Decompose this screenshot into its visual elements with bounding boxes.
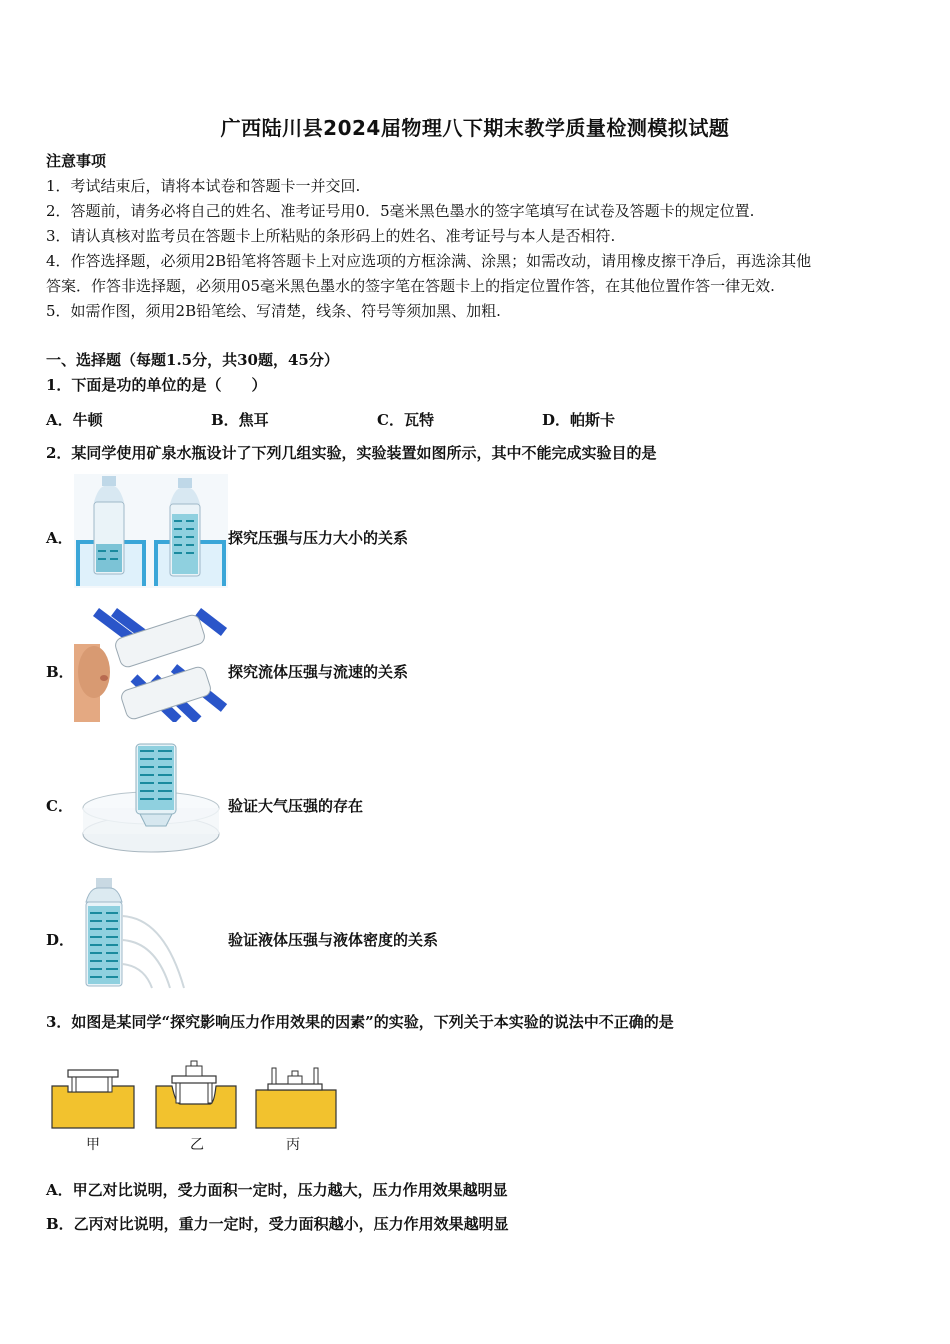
q2-option-c-text: 验证大气压强的存在: [228, 797, 364, 815]
question-1-stem: 1．下面是功的单位的是（ ）: [46, 376, 267, 394]
pressure-experiment-figure: [48, 1056, 348, 1154]
q2-option-c-letter[interactable]: C．: [46, 797, 73, 815]
bottles-on-sponge-image: [74, 474, 228, 588]
q1-option-d[interactable]: D．帕斯卡: [542, 411, 616, 429]
notice-item: 4．作答选择题，必须用2B铅笔将答题卡上对应选项的方框涂满、涂黑；如需改动，请用橡皮擦干净后，再选涂其他: [46, 252, 812, 270]
q1-option-c[interactable]: C．瓦特: [377, 411, 434, 429]
q2-option-a-text: 探究压强与压力大小的关系: [228, 529, 409, 547]
bottle-water-jets-image: [74, 876, 228, 990]
figure-label-jia: 甲: [86, 1137, 100, 1153]
q2-option-a-letter[interactable]: A．: [46, 529, 73, 547]
question-2-stem: 2．某同学使用矿泉水瓶设计了下列几组实验，实验装置如图所示，其中不能完成实验目的是: [46, 444, 657, 462]
q2-option-b-text: 探究流体压强与流速的关系: [228, 663, 409, 681]
notice-heading: 注意事项: [46, 152, 107, 170]
bottle-in-water-dish-image: [74, 742, 228, 856]
blowing-between-bottles-image: [74, 608, 228, 722]
notice-item: 3．请认真核对监考员在答题卡上所粘贴的条形码上的姓名、准考证号与本人是否相符.: [46, 227, 616, 245]
notice-item: 1．考试结束后，请将本试卷和答题卡一并交回.: [46, 177, 361, 195]
q2-option-d-letter[interactable]: D．: [46, 931, 75, 949]
figure-label-bing: 丙: [286, 1137, 300, 1153]
q3-option-b[interactable]: B．乙丙对比说明，重力一定时，受力面积越小，压力作用效果越明显: [46, 1215, 509, 1233]
question-3-stem: 3．如图是某同学“探究影响压力作用效果的因素”的实验，下列关于本实验的说法中不正确的是: [46, 1013, 674, 1031]
page-title: 广西陆川县2024届物理八下期末教学质量检测模拟试题: [220, 116, 730, 140]
q2-option-b-letter[interactable]: B．: [46, 663, 74, 681]
section-heading: 一、选择题（每题1.5分，共30题，45分）: [46, 351, 339, 369]
q3-option-a[interactable]: A．甲乙对比说明，受力面积一定时，压力越大，压力作用效果越明显: [46, 1181, 508, 1199]
notice-item: 答案．作答非选择题，必须用05毫米黑色墨水的签字笔在答题卡上的指定位置作答，在其他位置作答一律无效.: [46, 277, 775, 295]
figure-label-yi: 乙: [190, 1137, 204, 1153]
q1-option-a[interactable]: A．牛顿: [46, 411, 103, 429]
q1-option-b[interactable]: B．焦耳: [211, 411, 269, 429]
q2-option-d-text: 验证液体压强与液体密度的关系: [228, 931, 439, 949]
notice-item: 5．如需作图，须用2B铅笔绘、写清楚，线条、符号等须加黑、加粗.: [46, 302, 501, 320]
notice-item: 2．答题前，请务必将自己的姓名、准考证号用0．5毫米黑色墨水的签字笔填写在试卷及答题卡的规定位置.: [46, 202, 755, 220]
